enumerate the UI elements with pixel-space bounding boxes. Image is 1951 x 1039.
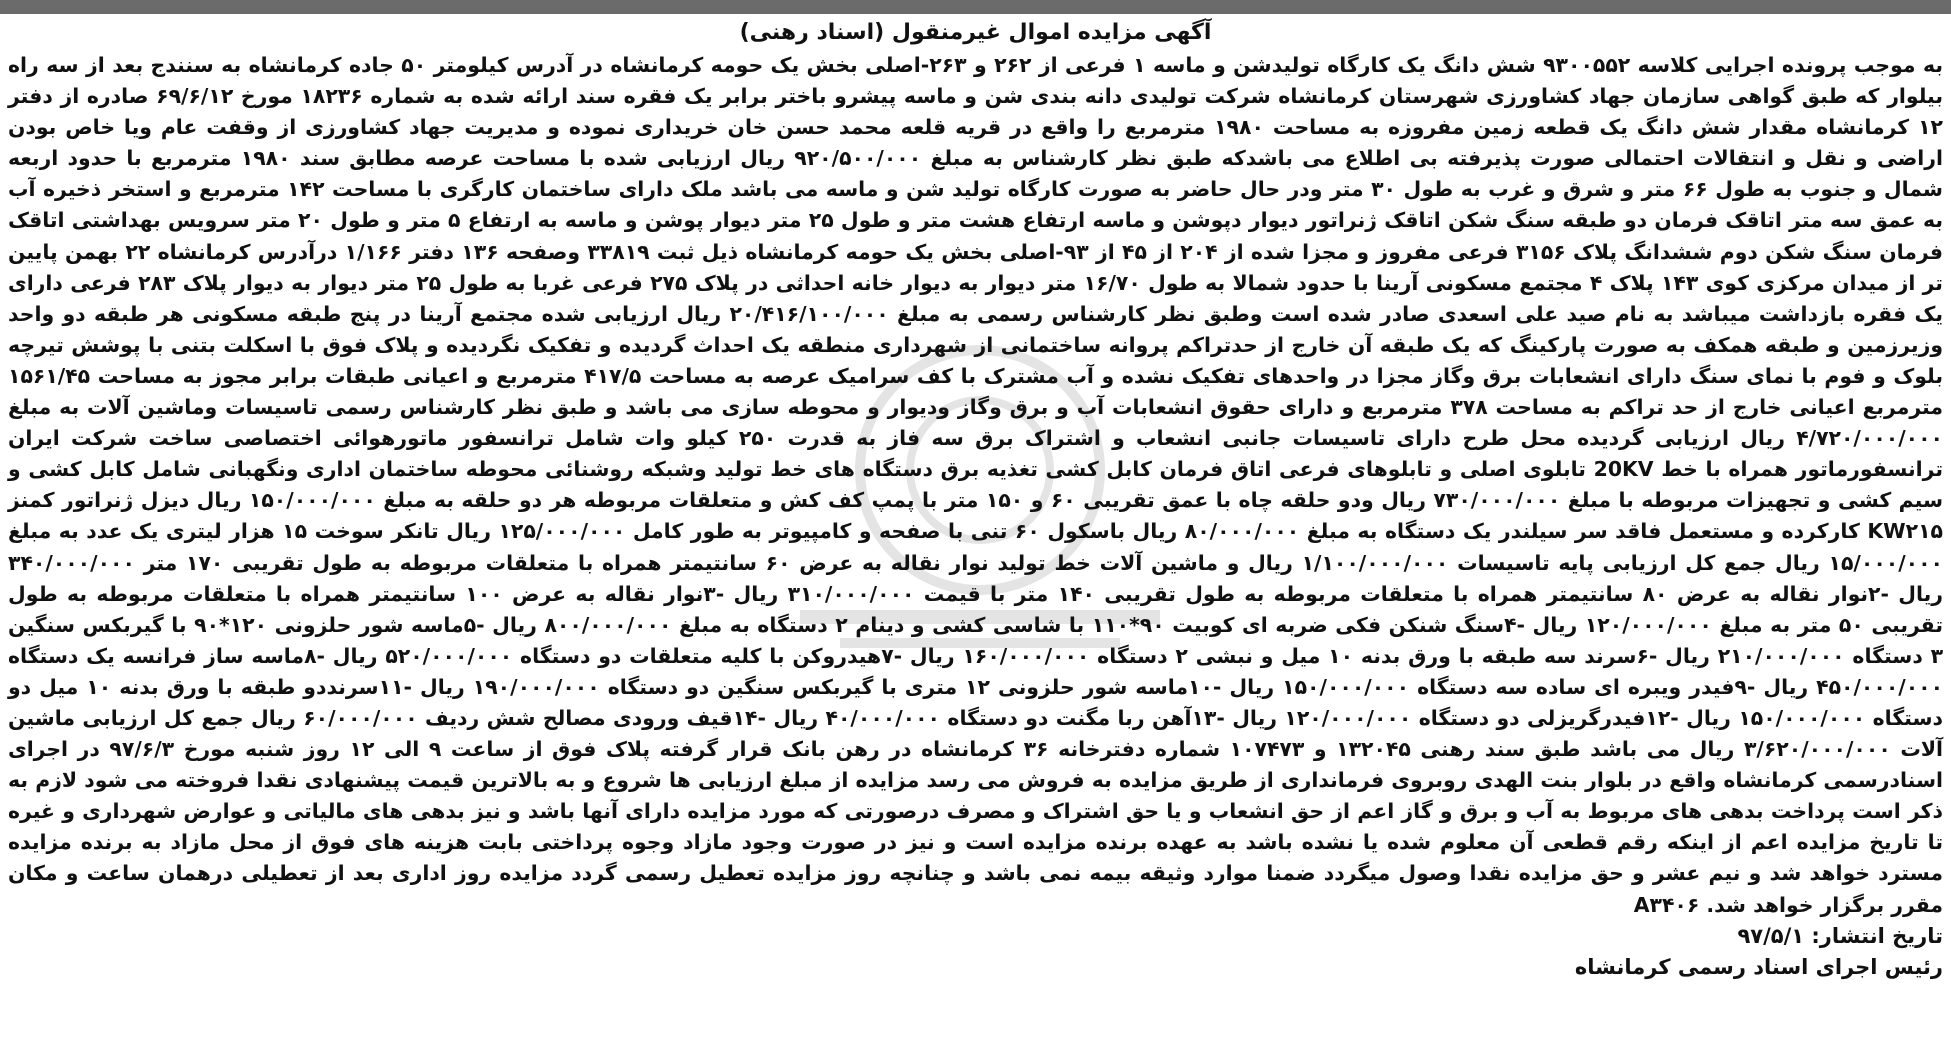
signature: رئیس اجرای اسناد رسمی کرمانشاه (1574, 954, 1943, 979)
notice-title: آگهی مزایده اموال غیرمنقول (اسناد رهنی) (739, 20, 1212, 45)
publish-date: تاریخ انتشار: ۹۷/۵/۱ (1737, 923, 1943, 948)
top-border-rule (0, 0, 1951, 14)
auction-notice (8, 18, 1943, 983)
notice-body: به موجب پرونده اجرایی کلاسه ۹۳۰۰۵۵۲ شش دانگ یک کارگاه تولیدشن و ماسه ۱ فرعی از ۲۶۲ و ۲۶۳-اصلی بخش یک حومه کرمانشاه در آدرس کیلومتر ۵۰ جاده کرمانشاه به سنندج بعد از سه راه بیلوار که طبق گواهی سازمان جهاد کشاورزی شهرستان کرمانشاه شرکت تولیدی دانه بندی شن و ماسه پیشرو باختر برابر یک فقره سند ارائه شده به شماره ۱۸۲۳۶ مورخ ۶۹/۶/۱۲ صادره از دفتر ۱۲ کرمانشاه مقدار شش دانگ یک قطعه زمین مفروزه به مساحت ۱۹۸۰ مترمربع را واقع در قریه قلعه محمد حسن خان خریداری نموده و مدیریت جهاد کشاورزی از وقفت عام ویا خاص بودن اراضی و نقل و انتقالات احتمالی صورت پذیرفته بی اطلاع می باشدکه طبق نظر کارشناس به مبلغ ۹۲۰/۵۰۰/۰۰۰ ریال ارزیابی شده با مساحت عرصه مطابق سند ۱۹۸۰ مترمربع با حدود اربعه شمال و جنوب به طول ۶۶ متر و شرق و غرب به طول ۳۰ متر ودر حال حاضر به صورت کارگاه تولید شن و ماسه می باشد ملک دارای ساختمان کارگری با مساحت ۱۴۲ مترمربع و استخر ذخیره آب به عمق سه متر اتاقک فرمان دو طبقه سنگ شکن اتاقک ژنراتور دیوار دپوشن و ماسه ارتفاع هشت متر و طول ۲۵ متر دیوار پوشن و ماسه به ارتفاع ۵ متر و طول ۲۰ متر سرویس بهداشتی اتاقک فرمان سنگ شکن دوم ششدانگ پلاک ۳۱۵۶ فرعی مفروز و مجزا شده از ۲۰۴ از ۴۵ از ۹۳-اصلی بخش یک حومه کرمانشاه ذیل ثبت ۳۳۸۱۹ وصفحه ۱۳۶ دفتر ۱/۱۶۶ درآدرس کرمانشاه ۲۲ بهمن پایین تر از میدان مرکزی کوی ۱۴۳ پلاک ۴ مجتمع مسکونی آرینا با حدود شمالا به طول ۱۶/۷۰ متر دیوار به دیوار خانه احداثی در پلاک ۲۷۵ فرعی غربا به طول ۲۵ متر دیوار به دیوار پلاک ۲۸۳ فرعی دارای یک فقره بازداشت میباشد به نام صید علی اسعدی صادر شده است وطبق نظر کارشناس رسمی به مبلغ ۲۰/۴۱۶/۱۰۰/۰۰۰ ریال ارزیابی شده مجتمع آرینا در پنج طبقه مسکونی هر طبقه دو واحد وزیرزمین و طبقه همکف به صورت پارکینگ که یک طبقه آن خارج از حدتراکم پروانه ساختمانی از شهرداری منطقه یک احداث گردیده و تفکیک نگردیده و پلاک فوق با اسکلت بتنی با پوشش تیرچه بلوک و فوم با نمای سنگ دارای انشعابات برق وگاز مجزا در واحدهای تفکیک نشده و آب مشترک با کف سرامیک عرصه به مساحت ۴۱۷/۵ مترمربع و اعیانی طبقات برابر مجوز به مساحت ۱۵۶۱/۴۵ مترمربع اعیانی خارج از حد تراکم به مساحت ۳۷۸ مترمربع و دارای حقوق انشعابات آب و برق وگاز ودیوار و محوطه سازی می باشد و طبق نظر کارشناس رسمی تاسیسات وماشین آلات به مبلغ ۴/۷۲۰/۰۰۰/۰۰۰ ریال ارزیابی گردیده محل طرح دارای تاسیسات جانبی انشعاب و اشتراک برق سه فاز به قدرت ۲۵۰ کیلو وات شامل ترانسفور ماتورهوائی اختصاصی ساخت شرکت ایران ترانسفورماتور همراه با خط 20KV تابلوی اصلی و تابلوهای فرعی اتاق فرمان کابل کشی تغذیه برق دستگاه های خط تولید وشبکه روشنائی محوطه ساختمان اداری ونگهبانی شامل کابل کشی و سیم کشی و تجهیزات مربوطه با مبلغ ۷۳۰/۰۰۰/۰۰۰ ریال ودو حلقه چاه با عمق تقریبی ۶۰ و ۱۵۰ متر با پمپ کف کش و متعلقات مربوطه هر دو حلقه به مبلغ ۱۵۰/۰۰۰/۰۰۰ ریال دیزل ژنراتور کمنز KW۲۱۵ کارکرده و مستعمل فاقد سر سیلندر یک دستگاه به مبلغ ۸۰/۰۰۰/۰۰۰ ریال باسکول ۶۰ تنی با صفحه و کامپیوتر به طور کامل ۱۲۵/۰۰۰/۰۰۰ ریال تانکر سوخت ۱۵ هزار لیتری یک عدد به مبلغ ۱۵/۰۰۰/۰۰۰ ریال جمع کل ارزیابی پایه تاسیسات ۱/۱۰۰/۰۰۰/۰۰۰ ریال و ماشین آلات خط تولید نوار نقاله به عرض ۶۰ سانتیمتر همراه با متعلقات مربوطه به طول تقریبی ۱۷۰ متر ۳۴۰/۰۰۰/۰۰۰ ریال -۲نوار نقاله به عرض ۸۰ سانتیمتر همراه با متعلقات مربوطه به طول تقریبی ۱۴۰ متر با قیمت ۳۱۰/۰۰۰/۰۰۰ ریال -۳نوار نقاله به عرض ۱۰۰ سانتیمتر همراه با متعلقات مربوطه به طول تقریبی ۵۰ متر به مبلغ ۱۲۰/۰۰۰/۰۰۰ ریال -۴سنگ شنکن فکی ضربه ای کوبیت ۹۰*۱۱۰ با شاسی کشی و دینام ۲ دستگاه به مبلغ ۸۰۰/۰۰۰/۰۰۰ ریال -۵ماسه شور حلزونی ۱۲۰*۹۰ با گیربکس سنگین ۳ دستگاه ۲۱۰/۰۰۰/۰۰۰ ریال -۶سرند سه طبقه با ورق بدنه ۱۰ میل و نبشی ۲ دستگاه ۱۶۰/۰۰۰/۰۰۰ ریال -۷هیدروکن با کلیه متعلقات دو دستگاه ۵۲۰/۰۰۰/۰۰۰ ریال -۸ماسه ساز فرانسه یک دستگاه ۴۵۰/۰۰۰/۰۰۰ ریال -۹فیدر ویبره ای ساده سه دستگاه ۱۵۰/۰۰۰/۰۰۰ ریال -۱۰ماسه شور حلزونی ۱۲ متری با گیربکس سنگین دو دستگاه ۱۹۰/۰۰۰/۰۰۰ ریال -۱۱سرنددو طبقه با ورق بدنه ۱۰ میل دو دستگاه ۱۵۰/۰۰۰/۰۰۰ ریال -۱۲فیدرگریزلی دو دستگاه ۱۲۰/۰۰۰/۰۰۰ ریال -۱۳آهن ربا مگنت دو دستگاه ۴۰/۰۰۰/۰۰۰ ریال -۱۴قیف ورودی مصالح شش ردیف ۶۰/۰۰۰/۰۰۰ ریال جمع کل ارزیابی ماشین آلات ۳/۶۲۰/۰۰۰/۰۰۰ ریال می باشد طبق سند رهنی ۱۳۲۰۴۵ و ۱۰۷۴۷۳ شماره دفترخانه ۳۶ کرمانشاه در رهن بانک قرار گرفته پلاک فوق از ساعت ۹ الی ۱۲ روز شنبه مورخ ۹۷/۶/۳ در اجرای اسنادرسمی کرمانشاه واقع در بلوار بنت الهدی روبروی فرمانداری از طریق مزایده به فروش می رسد مزایده از مبلغ ارزیابی ها شروع و به بالاترین قیمت پیشنهادی نقدا فروخته می شود لازم به ذکر است پرداخت بدهی های مربوط به آب و برق و گاز اعم از حق انشعاب و یا حق اشتراک و مصرف درصورتی که مورد مزایده دارای آنها باشد و نیز بدهی های مالیاتی و عوارض شهرداری و غیره تا تاریخ مزایده اعم از اینکه رقم قطعی آن معلوم شده یا نشده باشد به عهده برنده مزایده است و نیز در صورت وجود مازاد وجوه پرداختی بابت هزینه های فوق از محل مازاد به برنده مزایده مسترد خواهد شد و نیم عشر و حق مزایده نقدا وصول میگردد ضمنا موارد وثیقه بیمه نمی باشد و چنانچه روز مزایده تعطیل رسمی گردد مزایده روز اداری بعد از تعطیلی درهمان ساعت و مکان مقرر برگزار خواهد شد. A۳۴۰۶ (8, 53, 1944, 917)
